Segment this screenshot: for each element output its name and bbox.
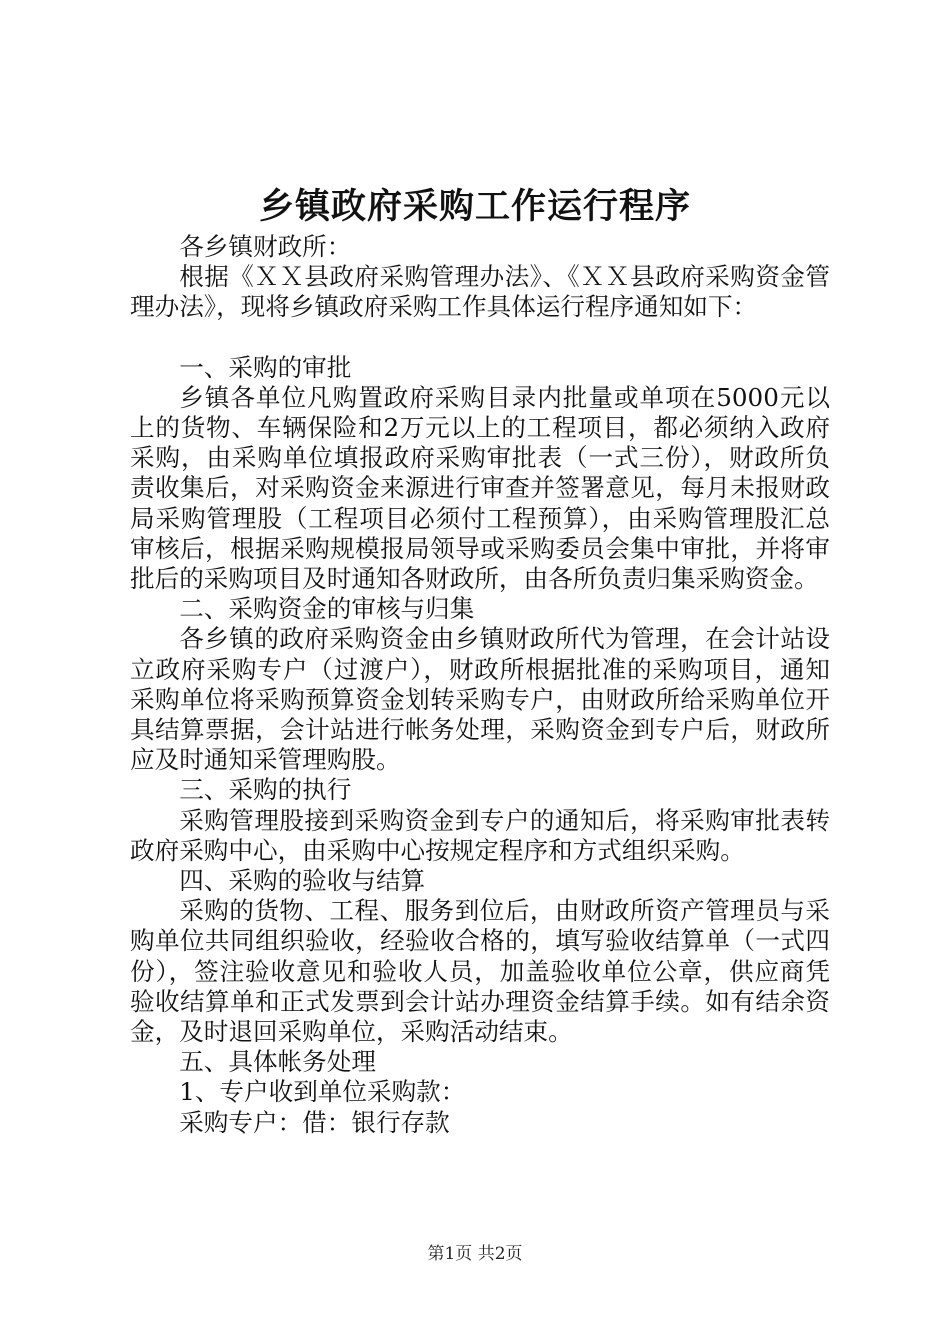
section-body-2: 各乡镇的政府采购资金由乡镇财政所代为管理，在会计站设立政府采购专户（过渡户），财政所根据批准的采购项目，通知采购单位将采购预算资金划转采购专户，由财政所给采购单位开具结算票据，会计站进行帐务处理，采购资金到专户后，财政所应及时通知采管理购股。 xyxy=(130,624,830,775)
document-body xyxy=(130,232,830,1138)
intro-paragraph: 根据《ＸＸ县政府采购管理办法》、《ＸＸ县政府采购资金管理办法》，现将乡镇政府采购工作具体运行程序通知如下： xyxy=(130,262,830,322)
section-body-3: 采购管理股接到采购资金到专户的通知后，将采购审批表转政府采购中心，由采购中心按规定程序和方式组织采购。 xyxy=(130,805,830,865)
section-body-1: 乡镇各单位凡购置政府采购目录内批量或单项在5000元以上的货物、车辆保险和2万元以上的工程项目，都必须纳入政府采购，由采购单位填报政府采购审批表（一式三份），财政所负责收集后，对采购资金来源进行审查并签署意见，每月未报财政局采购管理股（工程项目必须付工程预算），由采购管理股汇总审核后，根据采购规模报局领导或采购委员会集中审批，并将审批后的采购项目及时通知各财政所，由各所负责归集采购资金。 xyxy=(130,382,830,594)
section-heading-1: 一、采购的审批 xyxy=(179,352,352,382)
page-footer: 第1页 共2页 xyxy=(427,1244,523,1264)
section-heading-3: 三、采购的执行 xyxy=(179,775,352,805)
paragraph-spacer xyxy=(130,323,830,353)
subsection-item-1: 1、专户收到单位采购款： xyxy=(179,1077,466,1107)
section-heading-4: 四、采购的验收与结算 xyxy=(179,866,426,896)
document-title: 乡镇政府采购工作运行程序 xyxy=(258,186,691,227)
salutation: 各乡镇财政所： xyxy=(179,232,352,261)
section-heading-5: 五、具体帐务处理 xyxy=(179,1047,376,1077)
section-body-4: 采购的货物、工程、服务到位后，由财政所资产管理员与采购单位共同组织验收，经验收合格的，填写验收结算单（一式四份），签注验收意见和验收人员，加盖验收单位公章，供应商凭验收结算单和正式发票到会计站办理资金结算手续。如有结余资金，及时退回采购单位，采购活动结束。 xyxy=(130,896,830,1047)
section-heading-2: 二、采购资金的审核与归集 xyxy=(179,594,475,624)
accounting-entry: 采购专户：借：银行存款 xyxy=(179,1107,450,1137)
